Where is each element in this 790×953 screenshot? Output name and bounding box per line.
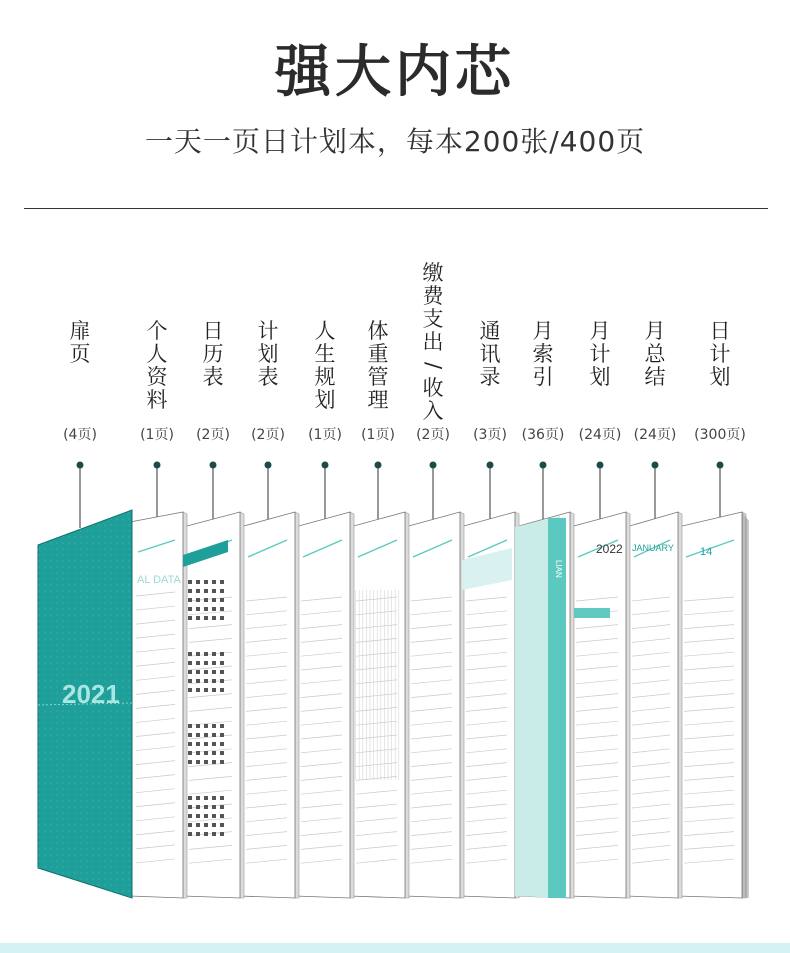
- planner-page: [626, 512, 678, 898]
- section-label: 日 计 划: [709, 319, 731, 389]
- calendar-day: [212, 751, 216, 755]
- month-name: JANUARY: [632, 543, 674, 553]
- calendar-day: [196, 796, 200, 800]
- calendar-day: [220, 796, 224, 800]
- section-page-count: (2页): [416, 427, 450, 443]
- page-edge: [295, 512, 299, 898]
- section-label: 扉 页: [69, 319, 91, 366]
- calendar-day: [220, 598, 224, 602]
- section-labels: [0, 0, 790, 470]
- calendar-day: [188, 796, 192, 800]
- calendar-day: [188, 580, 192, 584]
- calendar-day: [220, 814, 224, 818]
- section-label: 日 历 表: [202, 319, 224, 389]
- calendar-day: [204, 751, 208, 755]
- month-plan-bar: [574, 608, 610, 618]
- calendar-day: [188, 742, 192, 746]
- marker-dot: [652, 462, 659, 469]
- calendar-day: [188, 760, 192, 764]
- calendar-day: [196, 607, 200, 611]
- calendar-day: [204, 742, 208, 746]
- marker-dot: [430, 462, 437, 469]
- calendar-day: [220, 823, 224, 827]
- calendar-day: [188, 598, 192, 602]
- calendar-day: [204, 814, 208, 818]
- calendar-day: [212, 823, 216, 827]
- calendar-day: [220, 751, 224, 755]
- section-page-count: (300页): [694, 427, 746, 443]
- calendar-day: [204, 598, 208, 602]
- calendar-day: [196, 652, 200, 656]
- page-edge: [183, 512, 187, 898]
- section-page-count: (3页): [473, 427, 507, 443]
- calendar-day: [212, 742, 216, 746]
- calendar-day: [196, 724, 200, 728]
- calendar-day: [212, 670, 216, 674]
- page-subtitle: 一天一页日计划本，每本200张/400页: [144, 125, 646, 158]
- calendar-day: [188, 616, 192, 620]
- calendar-day: [196, 580, 200, 584]
- marker-dot: [487, 462, 494, 469]
- page-edge: [405, 512, 409, 898]
- cover-year: 2021: [62, 679, 120, 709]
- personal-data-heading: AL DATA: [137, 574, 181, 586]
- calendar-day: [220, 832, 224, 836]
- calendar-day: [220, 616, 224, 620]
- marker-dot: [597, 462, 604, 469]
- calendar-day: [196, 733, 200, 737]
- page-title: 强大内芯: [275, 40, 515, 105]
- calendar-day: [188, 670, 192, 674]
- calendar-day: [212, 679, 216, 683]
- page-edge: [626, 512, 630, 898]
- calendar-day: [212, 796, 216, 800]
- calendar-day: [188, 589, 192, 593]
- calendar-day: [204, 796, 208, 800]
- page-edge: [570, 512, 574, 898]
- calendar-day: [212, 688, 216, 692]
- calendar-day: [196, 661, 200, 665]
- section-page-count: (1页): [308, 427, 342, 443]
- page-edge: [240, 512, 244, 898]
- calendar-day: [204, 679, 208, 683]
- section-page-count: (2页): [196, 427, 230, 443]
- marker-dot: [717, 462, 724, 469]
- page-edge: [678, 512, 682, 898]
- calendar-day: [188, 688, 192, 692]
- planner-page-stack: [0, 455, 790, 915]
- planner-page: [405, 512, 460, 898]
- calendar-day: [188, 607, 192, 611]
- section-label: 个 人 资 料: [146, 319, 168, 412]
- calendar-day: [204, 607, 208, 611]
- planner-page: [240, 512, 295, 898]
- calendar-day: [196, 805, 200, 809]
- section-label: 月 总 结: [644, 319, 666, 389]
- calendar-day: [220, 733, 224, 737]
- calendar-day: [220, 724, 224, 728]
- planner-page: [130, 512, 183, 898]
- calendar-day: [212, 661, 216, 665]
- marker-dot: [375, 462, 382, 469]
- calendar-day: [220, 760, 224, 764]
- calendar-day: [204, 616, 208, 620]
- calendar-day: [220, 805, 224, 809]
- section-page-count: (1页): [361, 427, 395, 443]
- calendar-day: [204, 652, 208, 656]
- calendar-day: [212, 652, 216, 656]
- section-label: 月 计 划: [589, 319, 611, 389]
- calendar-day: [196, 679, 200, 683]
- calendar-day: [204, 823, 208, 827]
- section-page-count: (36页): [521, 427, 565, 443]
- section-page-count: (1页): [140, 427, 174, 443]
- calendar-day: [188, 832, 192, 836]
- calendar-day: [196, 760, 200, 764]
- calendar-day: [220, 607, 224, 611]
- calendar-day: [188, 751, 192, 755]
- calendar-day: [204, 580, 208, 584]
- calendar-day: [212, 598, 216, 602]
- calendar-day: [220, 742, 224, 746]
- section-page-count: (4页): [63, 427, 97, 443]
- bottom-band: [0, 943, 790, 953]
- index-tab-text: LIAN: [554, 560, 563, 578]
- calendar-day: [204, 688, 208, 692]
- calendar-day: [212, 724, 216, 728]
- calendar-day: [196, 688, 200, 692]
- planner-page: [295, 512, 350, 898]
- calendar-day: [220, 652, 224, 656]
- calendar-day: [220, 661, 224, 665]
- calendar-day: [204, 733, 208, 737]
- calendar-day: [204, 832, 208, 836]
- section-page-count: (24页): [633, 427, 677, 443]
- calendar-day: [212, 733, 216, 737]
- calendar-day: [188, 733, 192, 737]
- calendar-day: [188, 814, 192, 818]
- marker-dot: [265, 462, 272, 469]
- calendar-day: [220, 589, 224, 593]
- calendar-day: [188, 823, 192, 827]
- calendar-day: [188, 661, 192, 665]
- calendar-day: [196, 832, 200, 836]
- section-label: 缴 费 支 出 / 收 入: [421, 261, 446, 423]
- calendar-day: [212, 580, 216, 584]
- calendar-day: [188, 805, 192, 809]
- calendar-day: [204, 670, 208, 674]
- section-label: 体 重 管 理: [367, 319, 389, 412]
- planner-page: [678, 512, 742, 898]
- calendar-day: [196, 823, 200, 827]
- day-number: 14: [700, 546, 713, 558]
- marker-dot: [77, 462, 84, 469]
- section-label: 计 划 表: [257, 319, 279, 389]
- calendar-day: [196, 589, 200, 593]
- calendar-day: [220, 688, 224, 692]
- calendar-day: [204, 760, 208, 764]
- calendar-day: [196, 598, 200, 602]
- section-page-count: (24页): [578, 427, 622, 443]
- calendar-day: [188, 652, 192, 656]
- calendar-day: [220, 580, 224, 584]
- planner-page: [183, 512, 240, 898]
- calendar-day: [196, 670, 200, 674]
- marker-dot: [540, 462, 547, 469]
- calendar-day: [212, 760, 216, 764]
- calendar-day: [220, 679, 224, 683]
- calendar-day: [204, 661, 208, 665]
- calendar-day: [204, 805, 208, 809]
- calendar-day: [196, 751, 200, 755]
- calendar-day: [188, 724, 192, 728]
- calendar-day: [212, 832, 216, 836]
- calendar-day: [196, 814, 200, 818]
- section-label: 月 索 引: [532, 319, 554, 389]
- section-page-count: (2页): [251, 427, 285, 443]
- calendar-day: [212, 805, 216, 809]
- marker-dot: [322, 462, 329, 469]
- calendar-day: [196, 616, 200, 620]
- section-label: 人 生 规 划: [314, 319, 336, 412]
- calendar-day: [204, 724, 208, 728]
- calendar-day: [196, 742, 200, 746]
- calendar-day: [212, 589, 216, 593]
- calendar-day: [212, 616, 216, 620]
- month-plan-year: 2022: [596, 542, 623, 556]
- calendar-day: [212, 607, 216, 611]
- calendar-day: [220, 670, 224, 674]
- marker-dot: [154, 462, 161, 469]
- marker-dot: [210, 462, 217, 469]
- planner-page: [570, 512, 626, 898]
- section-label: 通 讯 录: [479, 319, 501, 389]
- calendar-day: [188, 679, 192, 683]
- calendar-day: [212, 814, 216, 818]
- calendar-day: [204, 589, 208, 593]
